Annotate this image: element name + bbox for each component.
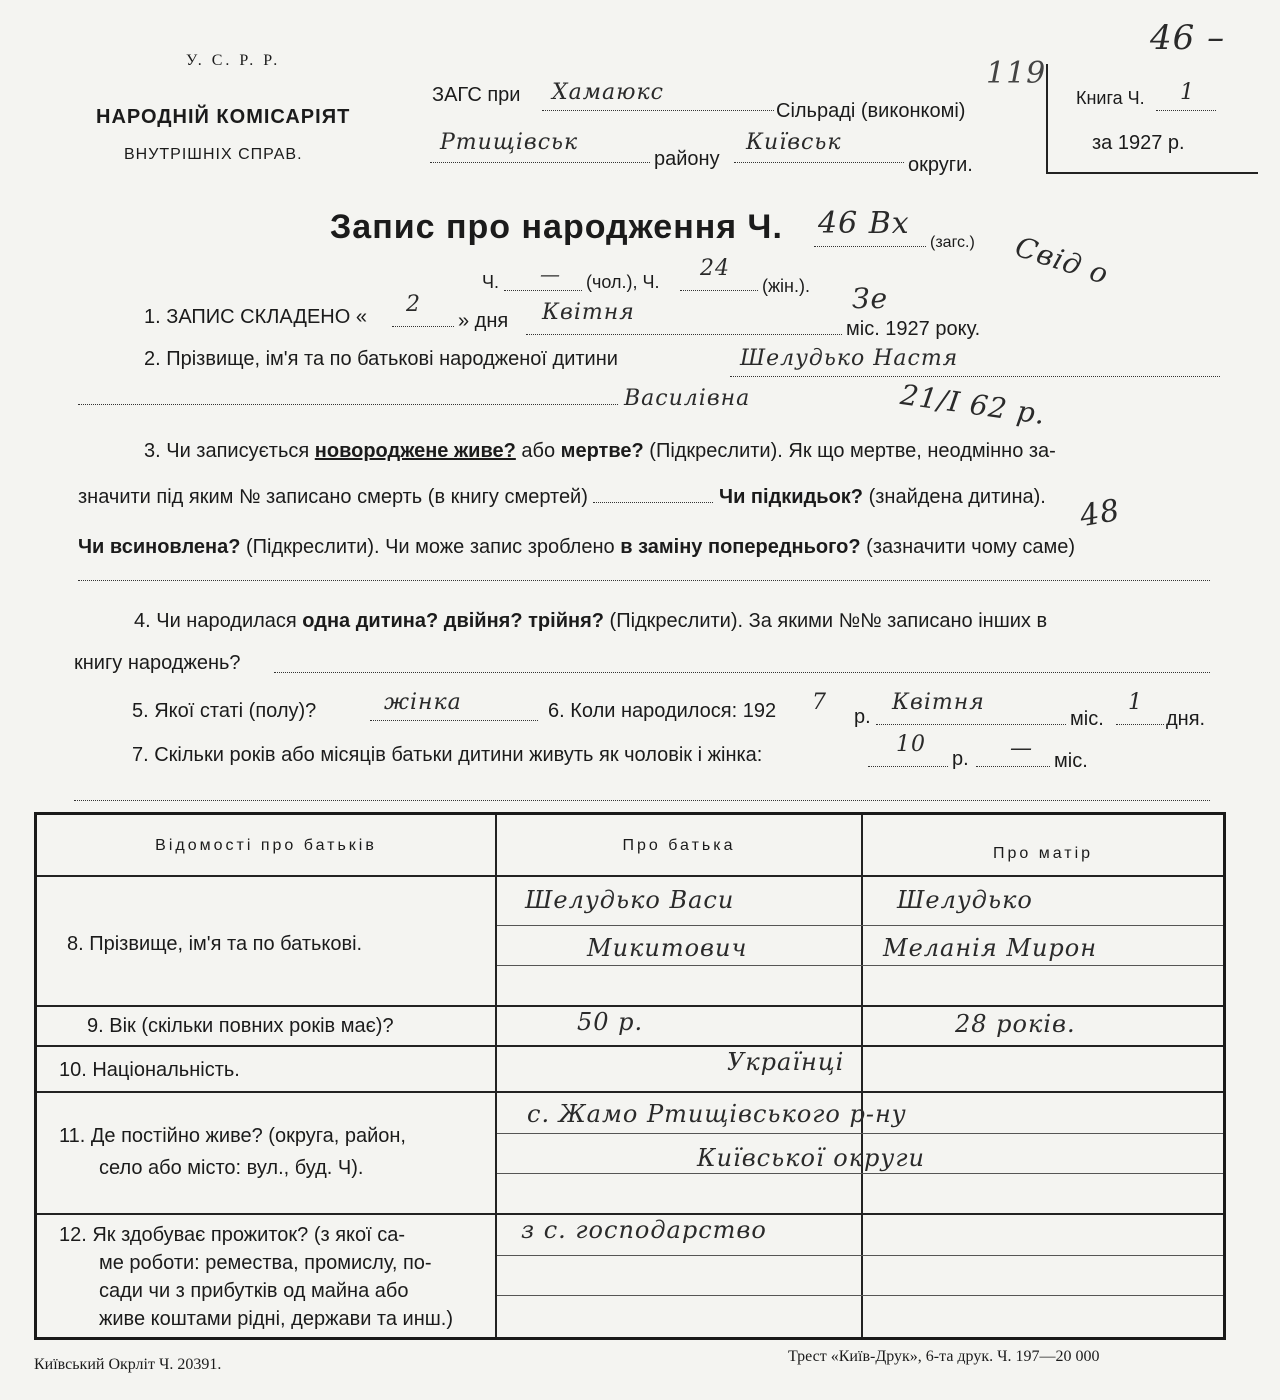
row8-label: 8. Прізвище, ім'я та по батькові. <box>67 933 363 955</box>
row11-label-2: село або місто: вул., буд. Ч). <box>99 1157 364 1179</box>
row12-label-4: живе коштами рідні, держави та инш.) <box>99 1308 454 1330</box>
option-dead: мертве? <box>560 440 644 462</box>
commissariat-title: НАРОДНІЙ КОМІСАРІЯТ <box>96 106 351 128</box>
zags-village-handwritten: Хамаюкс <box>552 80 664 105</box>
item7-mis: міс. <box>1054 750 1088 772</box>
option-alive: новороджене живе? <box>314 440 516 462</box>
row11-value-handwritten-2: Київської округи <box>697 1144 925 1172</box>
item2-name-handwritten: Шелудько Настя <box>740 346 959 371</box>
row11-label-1: 11. Де постійно живе? (округа, район, <box>59 1125 406 1147</box>
item1-label: 1. ЗАПИС СКЛАДЕНО « <box>144 306 367 328</box>
republic-label: У. С. Р. Р. <box>186 52 281 69</box>
col-header-details: Відомості про батьків <box>155 837 377 854</box>
item6-dnia: дня. <box>1166 708 1206 730</box>
row12-value-handwritten: з с. господарство <box>521 1216 767 1244</box>
chol-prefix: Ч. <box>482 272 499 292</box>
record-title: Запис про народження Ч. <box>330 208 783 246</box>
row9-label: 9. Вік (скільки повних років має)? <box>87 1015 394 1037</box>
district-handwritten: Ртищівськ <box>440 130 579 155</box>
item6-year-handwritten: 7 <box>812 690 827 715</box>
chol-value-handwritten: — <box>540 262 561 286</box>
okrug-handwritten: Київськ <box>746 130 842 155</box>
item6-month-handwritten: Квітня <box>892 690 985 715</box>
row9-mother-handwritten: 28 років. <box>955 1010 1076 1038</box>
zhin-label: (жін.). <box>762 276 810 296</box>
item4-line1: 4. Чи народилася одна дитина? двійня? трійня? (Підкреслити). За якими №№ записано інших в <box>134 610 1048 632</box>
item2-name2-handwritten: Василівна <box>624 386 751 411</box>
scribble-number-handwritten: 119 <box>986 56 1047 91</box>
item5-value-handwritten: жінка <box>384 690 462 715</box>
row10-label: 10. Національність. <box>59 1059 240 1081</box>
row8-mother-handwritten-1: Шелудько <box>897 886 1033 914</box>
item3-line2: значити під яким № записано смерть (в книгу смертей) Чи підкидьок? (знайдена дитина). <box>78 486 1046 508</box>
item7-years-handwritten: 10 <box>896 732 926 757</box>
row8-mother-handwritten-2: Меланія Мирон <box>883 934 1098 962</box>
item1-month-handwritten: Квітня <box>542 300 635 325</box>
book-number-box <box>1046 64 1258 174</box>
item6-label: 6. Коли народилося: 192 <box>548 700 777 722</box>
item3-line3: Чи всиновлена? (Підкреслити). Чи може запис зроблено в заміну попереднього? (зазначити чому саме) <box>78 536 1076 558</box>
item7-months-handwritten: — <box>1010 736 1033 761</box>
row12-label-1: 12. Як здобуває прожиток? (з якої са- <box>59 1224 406 1246</box>
commissariat-subtitle: ВНУТРІШНІХ СПРАВ. <box>124 146 303 163</box>
corner-number-handwritten: 46 – <box>1150 18 1226 58</box>
footer-left: Київський Окрліт Ч. 20391. <box>34 1356 222 1373</box>
parents-table <box>34 812 1226 1340</box>
row12-label-2: ме роботи: ремества, промислу, по- <box>99 1252 432 1274</box>
book-label: Книга Ч. <box>1076 88 1145 108</box>
col-header-mother: Про матір <box>992 845 1094 862</box>
row11-value-handwritten-1: с. Жамо Ртищівського р-ну <box>527 1100 907 1128</box>
item4-line2: книгу народжень? <box>74 652 241 674</box>
item1-tail: міс. 1927 року. <box>846 318 981 340</box>
row10-value-handwritten: Українці <box>727 1048 845 1076</box>
item2-side-handwritten: 21/I 62 р. <box>898 377 1048 432</box>
row8-father-handwritten-2: Микитович <box>587 934 748 962</box>
item7-r: р. <box>952 748 969 770</box>
item7-label: 7. Скільки років або місяців батьки дитини живуть як чоловік і жінка: <box>132 744 763 766</box>
book-year: за 1927 р. <box>1092 132 1185 154</box>
item3-side-handwritten: 48 <box>1077 492 1123 535</box>
col-header-father: Про батька <box>622 837 736 854</box>
item6-day-handwritten: 1 <box>1128 690 1143 715</box>
zhin-value-handwritten: 24 <box>700 256 730 281</box>
chol-label: (чол.), Ч. <box>586 272 660 292</box>
okrugy-label: округи. <box>908 154 973 176</box>
rayonu-label: району <box>654 148 720 170</box>
book-number-handwritten: 1 <box>1180 80 1195 105</box>
record-number-handwritten: 46 Вх <box>818 206 910 241</box>
item3-line1: 3. Чи записується новороджене живе? або мертве? (Підкреслити). Як що мертве, неодмінно за- <box>144 440 1056 462</box>
margin-note2-handwritten: Зе <box>852 282 889 315</box>
item6-r: р. <box>854 706 871 728</box>
footer-right: Трест «Київ-Друк», 6-та друк. Ч. 197—20 000 <box>788 1348 1100 1365</box>
item6-mis: міс. <box>1070 708 1104 730</box>
row8-father-handwritten-1: Шелудько Васи <box>525 886 735 914</box>
margin-note-handwritten: Свід о <box>1011 229 1113 292</box>
zags-small-label: (загс.) <box>930 234 975 251</box>
zags-prefix: ЗАГС при <box>432 84 521 106</box>
row12-label-3: сади чи з прибутків од майна або <box>99 1280 409 1302</box>
item2-label: 2. Прізвище, ім'я та по батькові народженої дитини <box>144 348 618 370</box>
item1-mid: » дня <box>458 310 509 332</box>
item1-day-handwritten: 2 <box>406 292 421 317</box>
selradi-label: Сільраді (виконкомі) <box>776 100 966 122</box>
row9-father-handwritten: 50 р. <box>577 1008 644 1036</box>
item5-label: 5. Якої статі (полу)? <box>132 700 317 722</box>
